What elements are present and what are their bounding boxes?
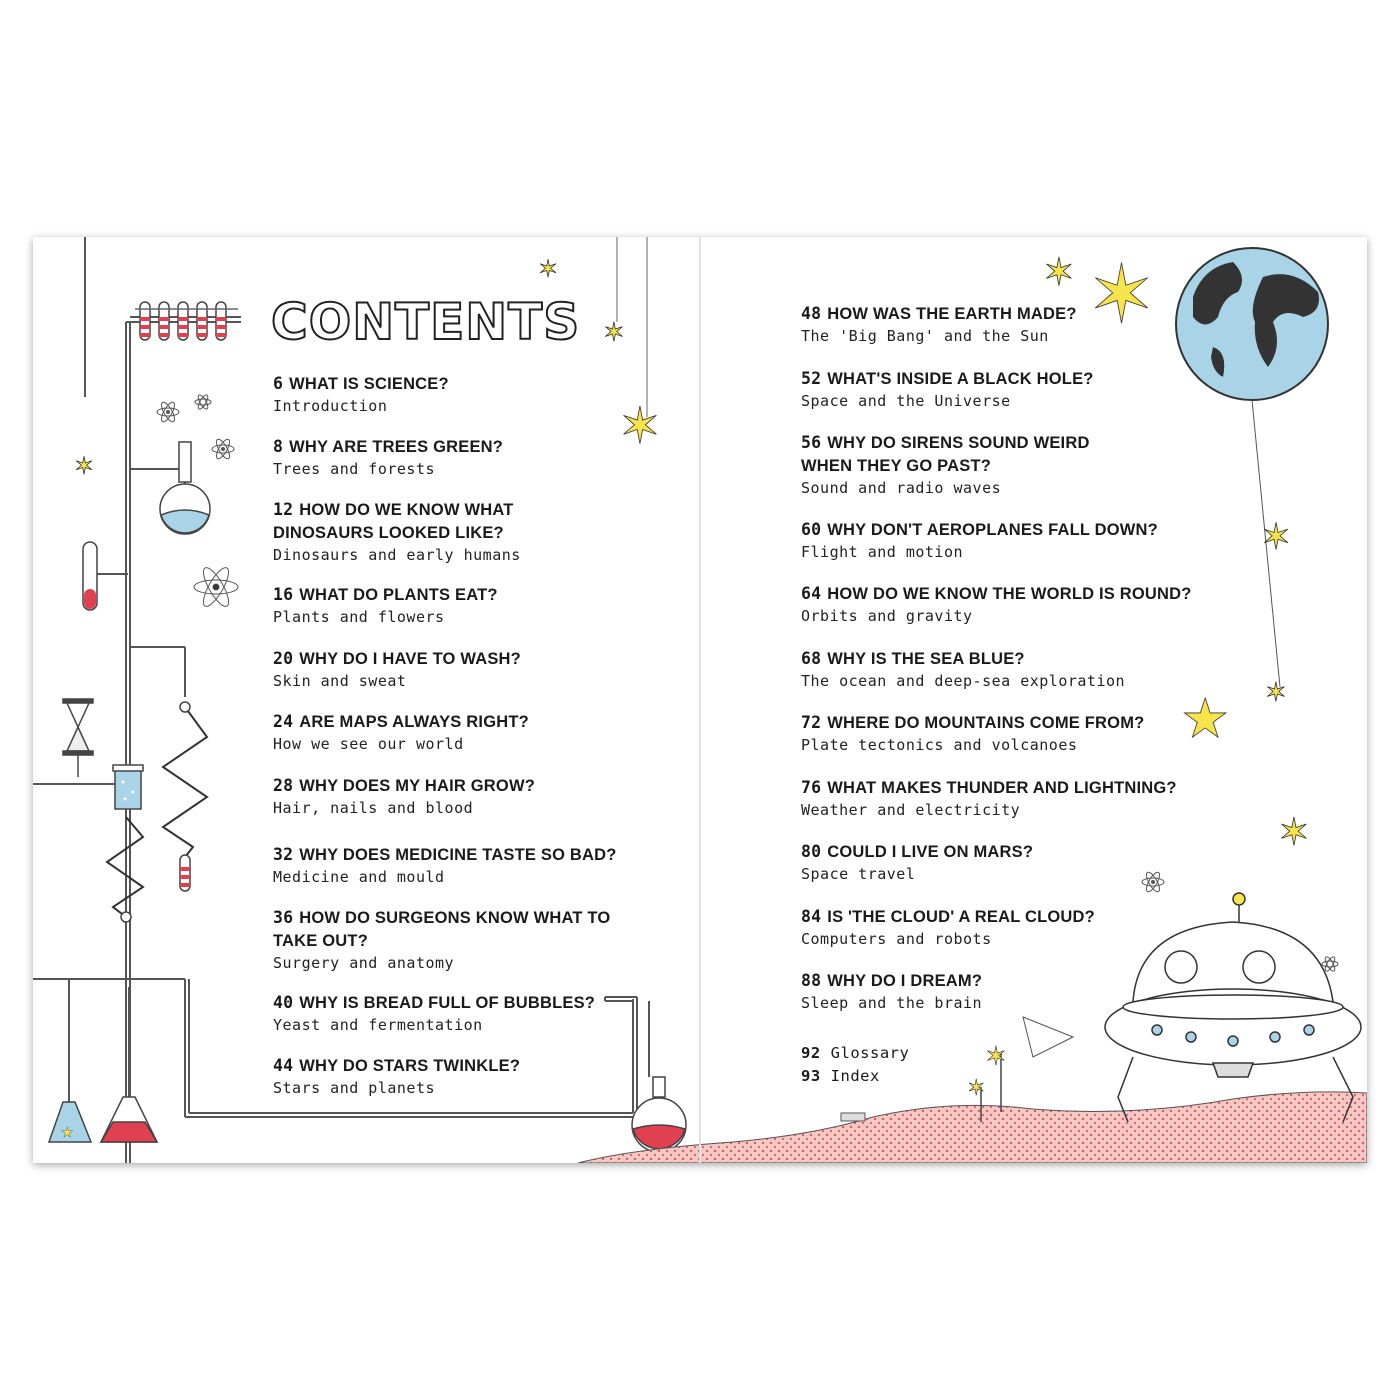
conical-flasks-illustration: [49, 1097, 157, 1142]
entry-label: Glossary: [830, 1044, 910, 1062]
toc-entry[interactable]: [273, 372, 653, 416]
entry-question: HOW DO WE KNOW THE WORLD IS ROUND?: [827, 585, 1192, 603]
page-number: 88: [801, 971, 822, 990]
entry-question: WHY IS BREAD FULL OF BUBBLES?: [299, 994, 596, 1012]
page-number: 92: [801, 1044, 821, 1062]
entry-question: COULD I LIVE ON MARS?: [827, 843, 1034, 861]
page-number: 76: [801, 778, 822, 797]
entry-label: Index: [830, 1067, 880, 1085]
entry-topic: Surgery and anatomy: [273, 954, 455, 972]
page-number: 6: [273, 374, 284, 393]
svg-text:★: ★: [61, 1125, 74, 1141]
toc-entry[interactable]: [801, 582, 1221, 626]
page-number: 64: [801, 584, 822, 603]
entry-topic: Introduction: [273, 397, 388, 415]
entry-question: WHY DO SIRENS SOUND WEIRD WHEN THEY GO PAST?: [801, 434, 1090, 475]
entry-topic: Flight and motion: [801, 543, 964, 561]
entry-question: WHY DO STARS TWINKLE?: [299, 1057, 521, 1075]
toc-entry[interactable]: [273, 774, 653, 818]
entry-question: IS 'THE CLOUD' A REAL CLOUD?: [827, 908, 1095, 926]
toc-entry[interactable]: [273, 647, 653, 691]
entry-topic: Hair, nails and blood: [273, 799, 474, 817]
entry-topic: Space travel: [801, 865, 916, 883]
toc-entry[interactable]: [801, 840, 1191, 884]
entry-topic: Sleep and the brain: [801, 994, 983, 1012]
book-spread: [33, 237, 1367, 1163]
page-number: 32: [273, 845, 294, 864]
test-tubes-illustration: [135, 302, 238, 340]
toc-entry[interactable]: [801, 302, 1191, 346]
entry-question: ARE MAPS ALWAYS RIGHT?: [299, 713, 529, 731]
entry-topic: The 'Big Bang' and the Sun: [801, 327, 1049, 345]
page-number: 16: [273, 585, 294, 604]
page-number: 56: [801, 433, 822, 452]
entry-topic: Computers and robots: [801, 930, 992, 948]
entry-topic: Orbits and gravity: [801, 607, 973, 625]
toc-entry[interactable]: [273, 1054, 653, 1098]
entry-question: WHAT IS SCIENCE?: [289, 375, 449, 393]
svg-text:✶: ✶: [967, 1076, 986, 1101]
toc-entry[interactable]: [801, 905, 1191, 949]
page-number: 68: [801, 649, 822, 668]
entry-topic: Space and the Universe: [801, 392, 1011, 410]
toc-glossary[interactable]: [801, 1042, 909, 1064]
entry-question: HOW DO WE KNOW WHAT DINOSAURS LOOKED LIKE?: [273, 501, 514, 542]
toc-entry[interactable]: [801, 969, 1191, 1013]
entry-question: HOW WAS THE EARTH MADE?: [827, 305, 1077, 323]
hourglass-illustration: [63, 699, 93, 777]
entry-question: WHAT DO PLANTS EAT?: [299, 586, 498, 604]
toc-entry[interactable]: [273, 906, 613, 973]
svg-text:✶: ✶: [74, 452, 95, 480]
page-number: 24: [273, 712, 294, 731]
entry-question: WHAT MAKES THUNDER AND LIGHTNING?: [827, 779, 1177, 797]
svg-text:✶: ✶: [1261, 517, 1292, 558]
page-number: 44: [273, 1056, 294, 1075]
entry-topic: Trees and forests: [273, 460, 436, 478]
toc-index[interactable]: [801, 1065, 880, 1087]
entry-topic: Plants and flowers: [273, 608, 445, 626]
page-number: 80: [801, 842, 822, 861]
blue-container-illustration: [113, 765, 143, 809]
toc-entry[interactable]: [801, 518, 1191, 562]
toc-entry[interactable]: [273, 498, 618, 565]
entry-topic: How we see our world: [273, 735, 464, 753]
toc-entry[interactable]: [273, 991, 653, 1035]
book-spine: [699, 237, 701, 1163]
round-flask-illustration: [160, 442, 210, 534]
page-number: 8: [273, 437, 284, 456]
entry-question: WHY DOES MEDICINE TASTE SO BAD?: [299, 846, 617, 864]
toc-entry[interactable]: [273, 843, 673, 887]
entry-topic: Weather and electricity: [801, 801, 1021, 819]
toc-entry[interactable]: [801, 711, 1191, 755]
svg-text:✶: ✶: [1088, 248, 1156, 341]
page-number: 93: [801, 1067, 821, 1085]
entry-question: WHY DO I DREAM?: [827, 972, 983, 990]
svg-text:★: ★: [1181, 687, 1230, 750]
toc-entry[interactable]: [801, 776, 1211, 820]
contents-title: CONTENTS: [271, 293, 581, 351]
entry-topic: Stars and planets: [273, 1079, 436, 1097]
entry-question: WHY DON'T AEROPLANES FALL DOWN?: [827, 521, 1158, 539]
toc-entry[interactable]: [273, 710, 653, 754]
entry-topic: Sound and radio waves: [801, 479, 1002, 497]
toc-entry[interactable]: [801, 431, 1111, 498]
svg-text:✶: ✶: [985, 1042, 1007, 1072]
hanging-test-tube-illustration: [121, 702, 190, 922]
thermometer-illustration: [83, 542, 97, 610]
entry-topic: Plate tectonics and volcanoes: [801, 736, 1078, 754]
entry-question: WHY ARE TREES GREEN?: [289, 438, 504, 456]
page-number: 48: [801, 304, 822, 323]
entry-question: HOW DO SURGEONS KNOW WHAT TO TAKE OUT?: [273, 909, 611, 950]
entry-topic: Medicine and mould: [273, 868, 445, 886]
entry-question: WHY IS THE SEA BLUE?: [827, 650, 1025, 668]
page-number: 40: [273, 993, 294, 1012]
entry-question: WHY DOES MY HAIR GROW?: [299, 777, 535, 795]
entry-question: WHAT'S INSIDE A BLACK HOLE?: [827, 370, 1094, 388]
page-number: 12: [273, 500, 294, 519]
toc-entry[interactable]: [273, 435, 653, 479]
page-number: 52: [801, 369, 822, 388]
entry-topic: The ocean and deep-sea exploration: [801, 672, 1126, 690]
svg-text:✶: ✶: [538, 255, 559, 283]
page-number: 36: [273, 908, 294, 927]
svg-text:✶: ✶: [1265, 678, 1287, 708]
toc-entry[interactable]: [273, 583, 653, 627]
page-number: 20: [273, 649, 294, 668]
toc-entry[interactable]: [801, 647, 1191, 691]
entry-topic: Dinosaurs and early humans: [273, 546, 521, 564]
svg-text:✶: ✶: [1278, 810, 1310, 854]
svg-text:✶: ✶: [603, 318, 625, 348]
entry-question: WHERE DO MOUNTAINS COME FROM?: [827, 714, 1145, 732]
page-number: 72: [801, 713, 822, 732]
page-number: 28: [273, 776, 294, 795]
toc-entry[interactable]: [801, 367, 1191, 411]
pink-ground-illustration: [578, 1092, 1367, 1163]
page-number: 60: [801, 520, 822, 539]
svg-text:✶: ✶: [1043, 250, 1075, 294]
entry-topic: Yeast and fermentation: [273, 1016, 483, 1034]
entry-topic: Skin and sweat: [273, 672, 407, 690]
page-number: 84: [801, 907, 822, 926]
entry-question: WHY DO I HAVE TO WASH?: [299, 650, 521, 668]
svg-text:✶: ✶: [619, 397, 661, 455]
